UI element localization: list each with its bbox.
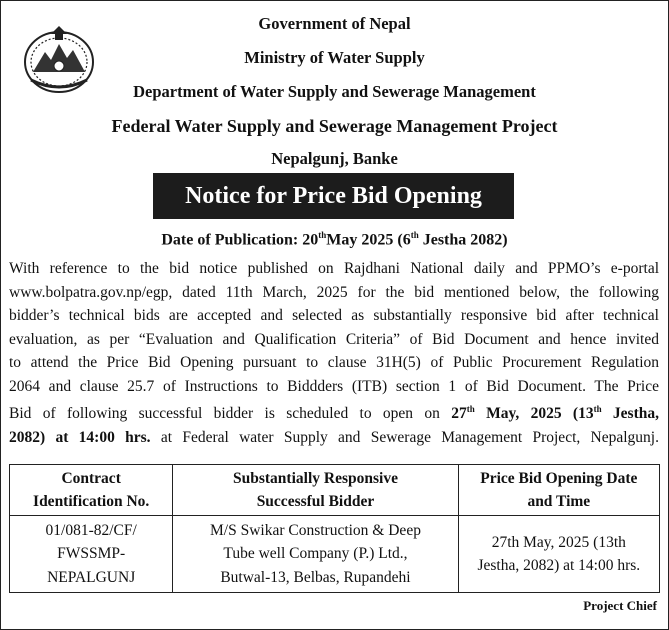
header-project: Federal Water Supply and Sewerage Management Project <box>111 116 558 136</box>
publication-date: Date of Publication: 20thMay 2025 (6th Jestha 2082) <box>161 230 508 249</box>
header-location: Nepalgunj, Banke <box>271 149 398 168</box>
header-contract-id: Contract Identification No. <box>10 465 173 516</box>
body-line: With reference to the bid notice published on Rajdhani National daily and PPMO’s e-portal <box>9 260 659 277</box>
cell-contract-id: 01/081-82/CF/ FWSSMP- NEPALGUNJ <box>10 516 173 593</box>
header-department: Department of Water Supply and Sewerage Management <box>133 82 536 101</box>
body-line: Bid of following successful bidder is scheduled to open on 27th May, 2025 (13th Jestha, <box>9 404 659 423</box>
bid-table <box>9 464 660 593</box>
header-bidder: Substantially Responsive Successful Bidder <box>173 465 458 516</box>
cell-opening-date: 27th May, 2025 (13th Jestha, 2082) at 14:00 hrs. <box>458 516 659 593</box>
notice-body <box>9 257 659 449</box>
body-line: 2082) at 14:00 hrs. at Federal water Supply and Sewerage Management Project, Nepalgunj. <box>9 428 659 446</box>
notice-title: Notice for Price Bid Opening <box>153 173 514 219</box>
body-line: bidder’s technical bids are accepted and selected as substantially responsive bid after technical <box>9 307 659 324</box>
header-opening-date: Price Bid Opening Date and Time <box>458 465 659 516</box>
table-row <box>10 516 660 593</box>
signature-title: Project Chief <box>583 598 657 613</box>
body-line: www.bolpatra.gov.np/egp, dated 11th March, 2025 for the bid mentioned below, the following <box>9 283 659 301</box>
header-ministry: Ministry of Water Supply <box>244 48 425 67</box>
header-government: Government of Nepal <box>258 14 411 33</box>
body-line: to attend the Price Bid Opening pursuant to clause 31H(5) of Public Procurement Regulation <box>9 354 659 371</box>
cell-bidder: M/S Swikar Construction & Deep Tube well Company (P.) Ltd., Butwal-13, Belbas, Rupandehi <box>173 516 458 593</box>
body-line: 2064 and clause 25.7 of Instructions to Biddders (ITB) section 1 of Bid Document. The Price <box>9 377 659 395</box>
table-header-row <box>10 465 660 516</box>
body-line: evaluation, as per “Evaluation and Qualification Criteria” of Bid Document and hence invited <box>9 330 659 348</box>
